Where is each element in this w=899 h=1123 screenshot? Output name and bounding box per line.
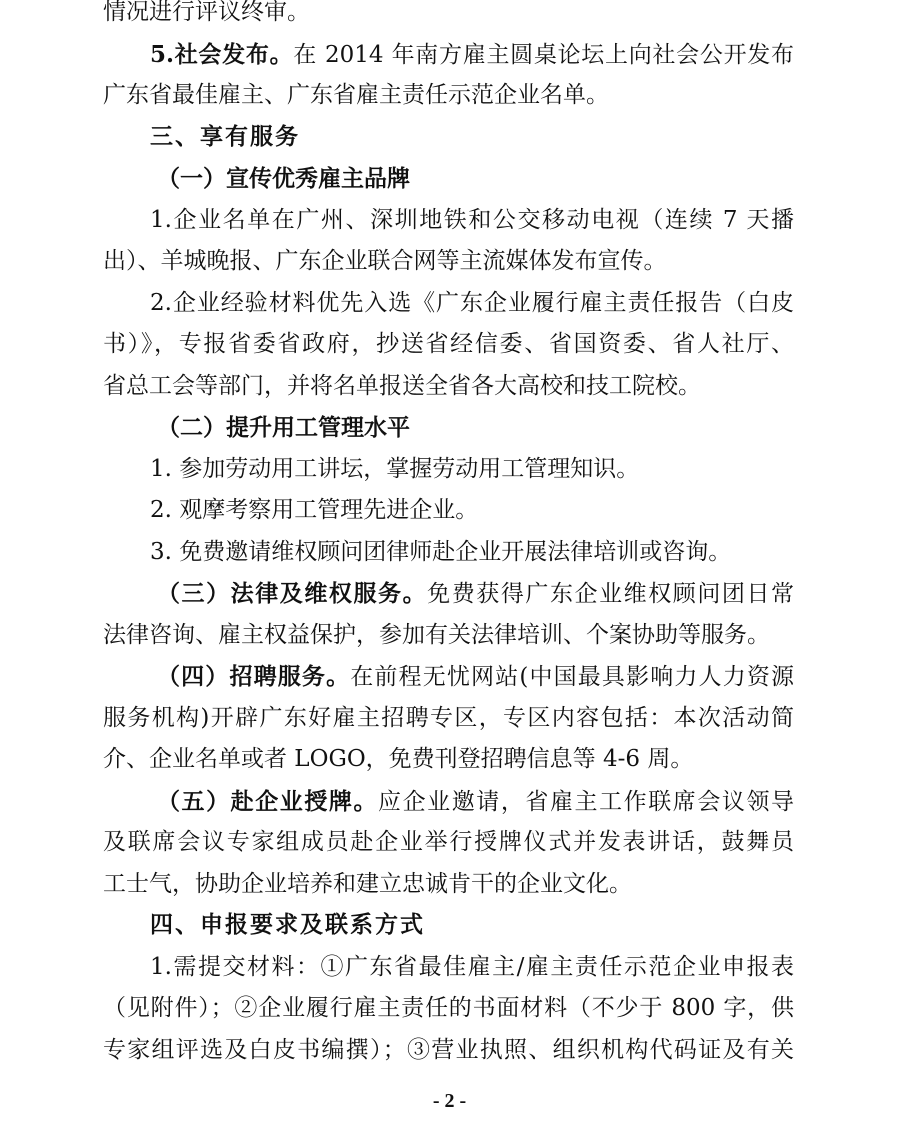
legal-services-line1 — [103, 573, 794, 615]
plaque-line3: 工士气，协助企业培养和建立忠诚肯干的企业文化。 — [103, 870, 632, 897]
legal-services-line2: 法律咨询、雇主权益保护，参加有关法律培训、个案协助等服务。 — [103, 621, 770, 648]
heading-services: 三、享有服务 — [150, 123, 300, 150]
review-tail-line: 情况进行评议终审。 — [103, 0, 310, 25]
plaque-label: （五）赴企业授牌。 — [157, 787, 379, 815]
paragraph-social-release-line1 — [103, 34, 794, 76]
recruitment-line2: 服务机构)开辟广东好雇主招聘专区，专区内容包括：本次活动简 — [103, 704, 794, 731]
paragraph-social-release-line2: 广东省最佳雇主、广东省雇主责任示范企业名单。 — [103, 82, 609, 108]
brand-item1-line2: 出）、羊城晚报、广东企业联合网等主流媒体发布宣传。 — [103, 248, 667, 274]
recruitment-line3: 介、企业名单或者 LOGO，免费刊登招聘信息等 4-6 周。 — [103, 746, 694, 772]
management-item2: 2. 观摩考察用工管理先进企业。 — [150, 497, 479, 523]
brand-item2-line3: 省总工会等部门，并将名单报送全省各大高校和技工院校。 — [103, 372, 701, 399]
subheading-employment-management: （二）提升用工管理水平 — [157, 414, 410, 441]
legal-services-label: （三）法律及维权服务。 — [157, 580, 428, 607]
plaque-line1 — [103, 781, 794, 823]
requirements-line3: 专家组评选及白皮书编撰）；③营业执照、组织机构代码证及有关 — [103, 1036, 794, 1063]
legal-services-text: 免费获得广东企业维权顾问团日常 — [427, 581, 794, 607]
plaque-text: 应企业邀请，省雇主工作联席会议领导 — [378, 788, 794, 815]
social-release-label: 5.社会发布。 — [150, 40, 294, 68]
page-number: - 2 - — [432, 1090, 467, 1112]
requirements-line1: 1.需提交材料：①广东省最佳雇主/雇主责任示范企业申报表 — [150, 953, 794, 980]
subheading-brand-promotion: （一）宣传优秀雇主品牌 — [157, 165, 410, 192]
brand-item1-line1: 1.企业名单在广州、深圳地铁和公交移动电视（连续 7 天播 — [150, 206, 794, 233]
management-item1: 1. 参加劳动用工讲坛，掌握劳动用工管理知识。 — [150, 455, 640, 482]
requirements-line2: （见附件）；②企业履行雇主责任的书面材料（不少于 800 字，供 — [103, 995, 794, 1021]
plaque-line2: 及联席会议专家组成员赴企业举行授牌仪式并发表讲话，鼓舞员 — [103, 829, 794, 855]
recruitment-line1 — [103, 656, 794, 698]
social-release-text: 在 2014 年南方雇主圆桌论坛上向社会公开发布 — [293, 41, 794, 68]
recruitment-label: （四）招聘服务。 — [157, 663, 351, 690]
brand-item2-line1: 2.企业经验材料优先入选《广东企业履行雇主责任报告（白皮 — [150, 289, 794, 316]
management-item3: 3. 免费邀请维权顾问团律师赴企业开展法律培训或咨询。 — [150, 538, 732, 565]
brand-item2-line2: 书）》，专报省委省政府，抄送省经信委、省国资委、省人社厅、 — [103, 331, 794, 357]
recruitment-text: 在前程无忧网站(中国最具影响力人力资源 — [350, 664, 794, 690]
heading-requirements-contact: 四、申报要求及联系方式 — [150, 912, 425, 938]
